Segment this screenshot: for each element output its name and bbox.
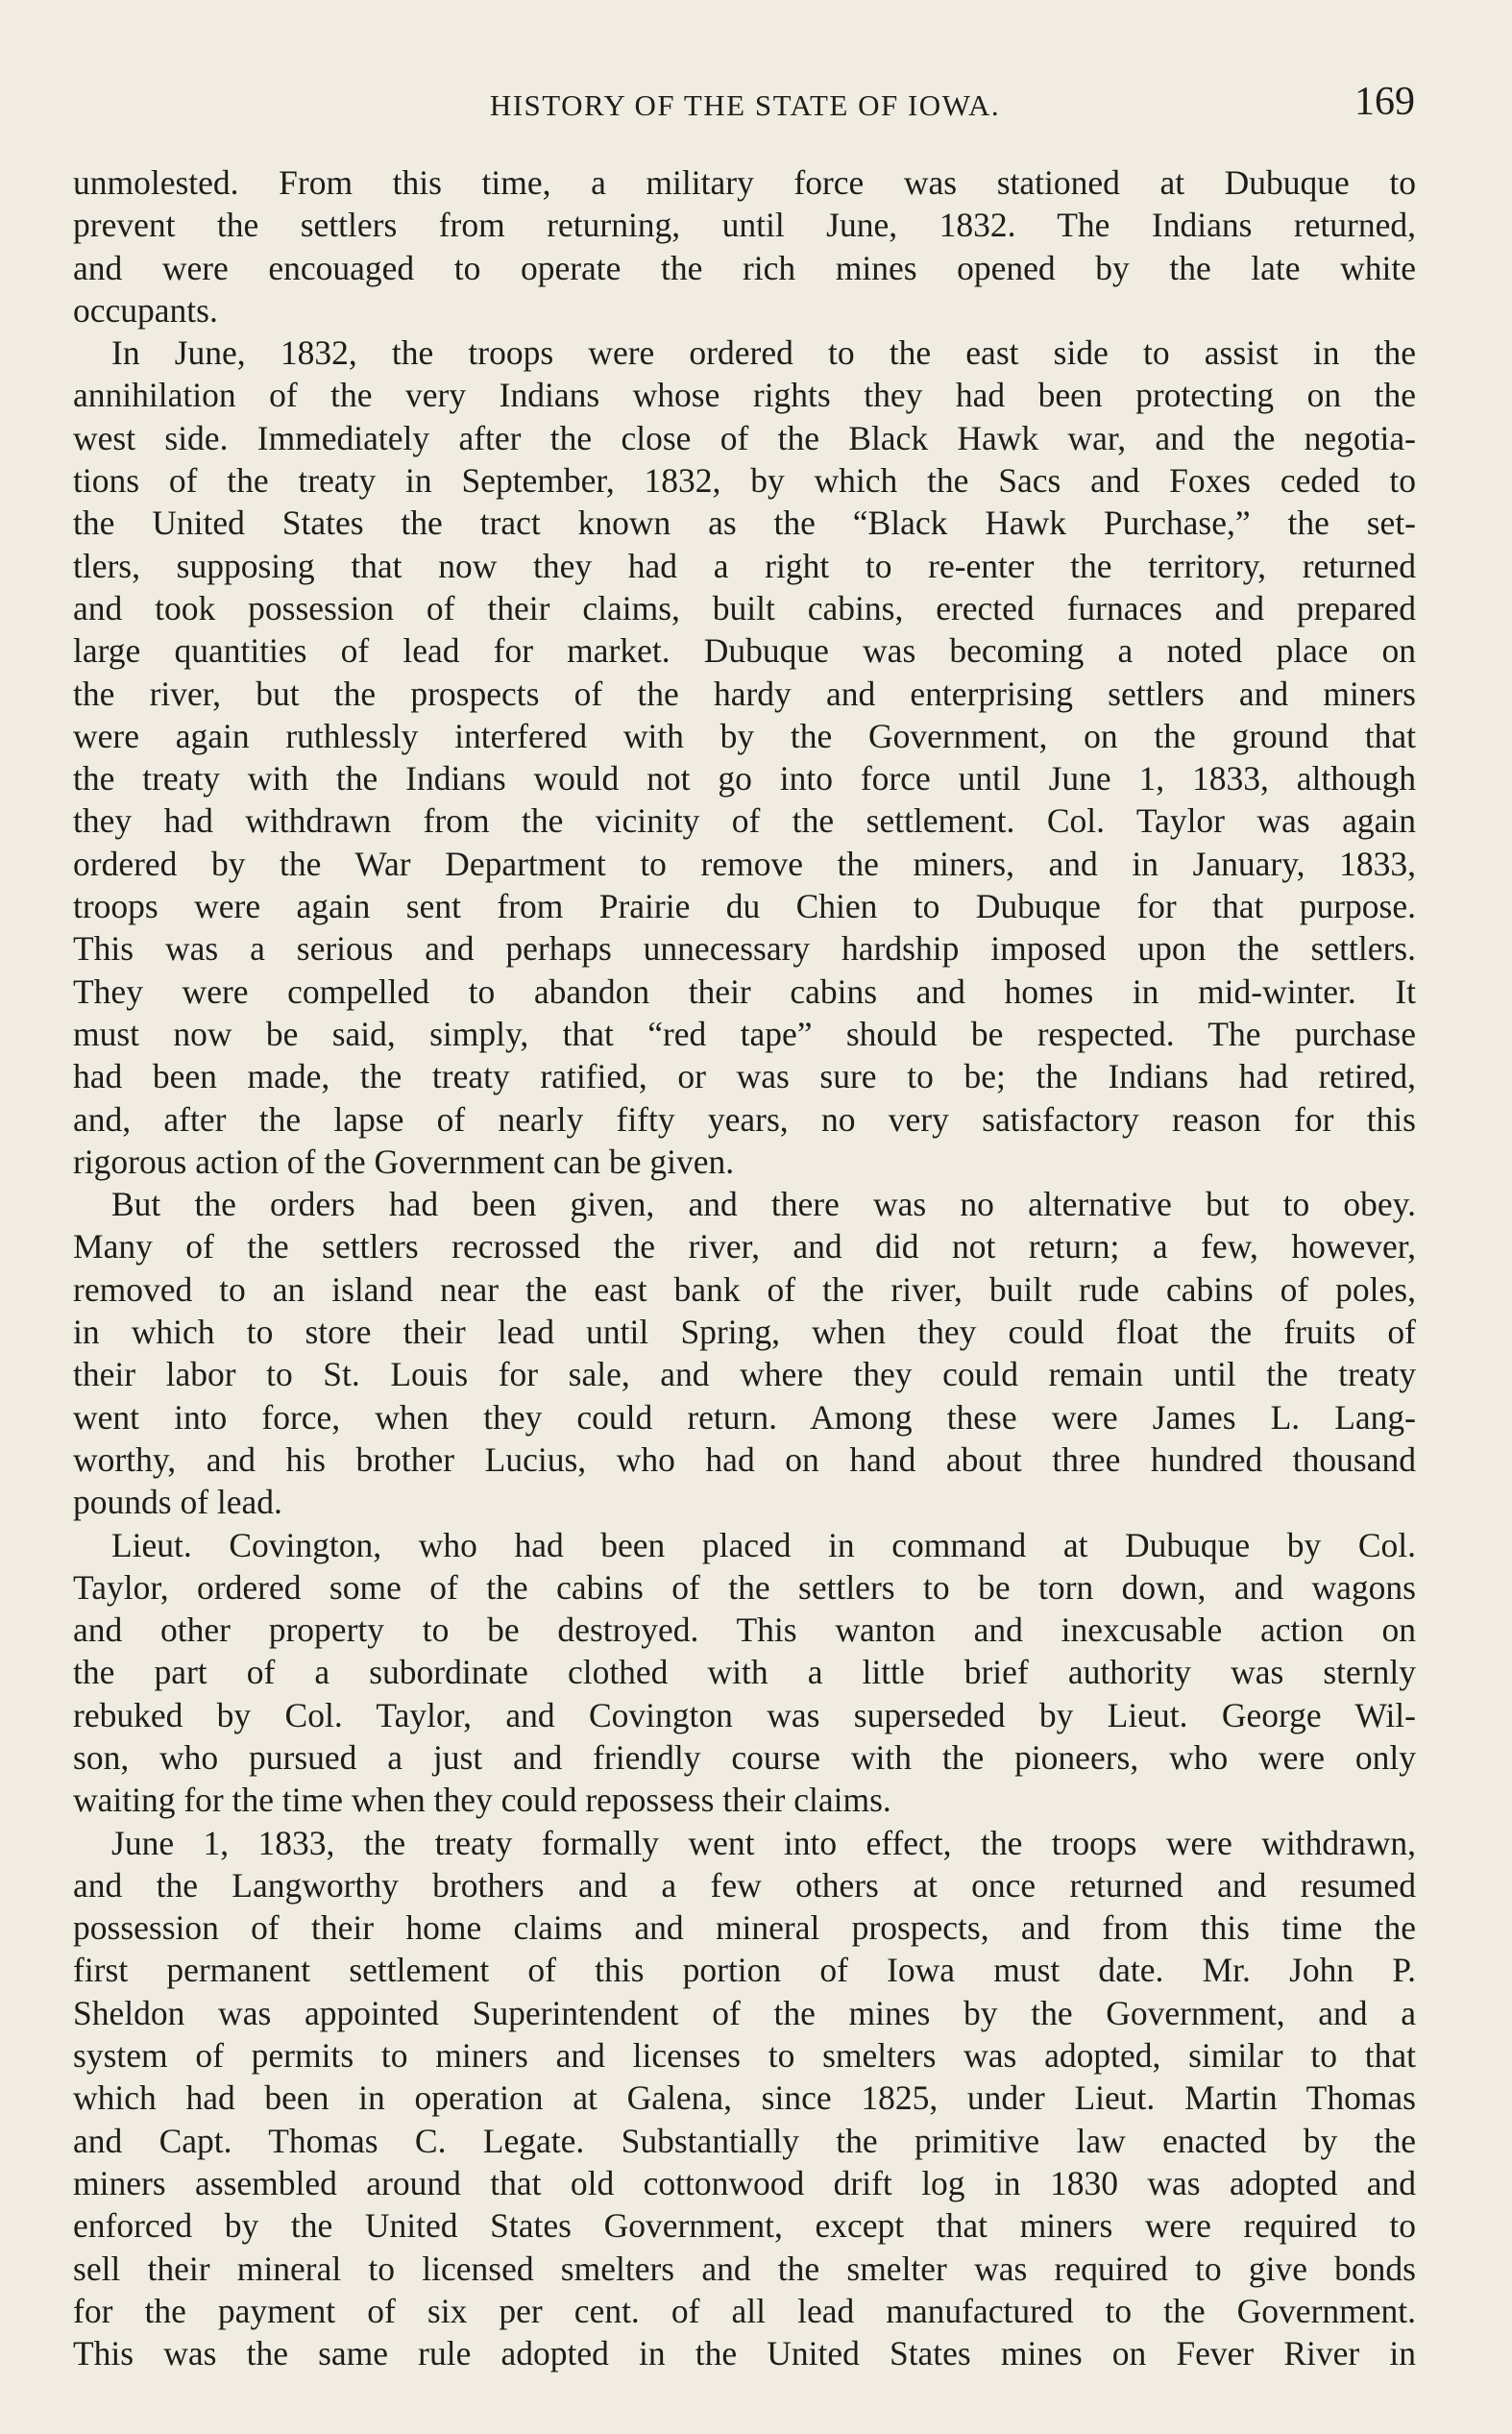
text-line: annihilation of the very Indians whose rights they had been protecting on the <box>73 376 1416 415</box>
text-line: pounds of lead. <box>73 1483 282 1522</box>
text-line: their labor to St. Louis for sale, and where they could remain until the treaty <box>73 1355 1416 1394</box>
text-line: the United States the tract known as the “Black Hawk Purchase,” the set- <box>73 504 1416 543</box>
text-line: the part of a subordinate clothed with a little brief authority was sternly <box>73 1653 1416 1692</box>
running-title: HISTORY OF THE STATE OF IOWA. <box>489 88 1001 122</box>
text-line: tlers, supposing that now they had a right to re-enter the territory, returned <box>73 546 1416 585</box>
text-line: waiting for the time when they could repossess their claims. <box>73 1781 891 1820</box>
text-line: unmolested. From this time, a military force was stationed at Dubuque to <box>73 163 1416 202</box>
text-line: prevent the settlers from returning, until June, 1832. The Indians returned, <box>73 206 1416 245</box>
text-line: removed to an island near the east bank of the river, built rude cabins of poles, <box>73 1269 1416 1309</box>
text-line: and the Langworthy brothers and a few others at once returned and resumed <box>73 1865 1416 1905</box>
page-number: 169 <box>1354 80 1415 124</box>
text-line: were again ruthlessly interfered with by the Government, on the ground that <box>73 716 1416 755</box>
text-line: west side. Immediately after the close of the Black Hawk war, and the negotia- <box>73 418 1416 457</box>
text-line: and Capt. Thomas C. Legate. Substantially the primitive law enacted by the <box>73 2121 1416 2160</box>
text-line: rebuked by Col. Taylor, and Covington was superseded by Lieut. George Wil- <box>73 1695 1416 1734</box>
text-line: occupants. <box>73 290 218 330</box>
text-line: In June, 1832, the troops were ordered to the east side to assist in the <box>111 333 1416 373</box>
text-line: went into force, when they could return. Among these were James L. Lang- <box>73 1397 1416 1437</box>
text-line: which had been in operation at Galena, since 1825, under Lieut. Martin Thomas <box>73 2078 1416 2118</box>
text-line: This was a serious and perhaps unnecessary hardship imposed upon the settlers. <box>73 929 1416 969</box>
text-line: This was the same rule adopted in the United States mines on Fever River in <box>73 2334 1416 2373</box>
text-line: for the payment of six per cent. of all lead manufactured to the Government. <box>73 2291 1416 2330</box>
text-line: Lieut. Covington, who had been placed in command at Dubuque by Col. <box>111 1525 1416 1564</box>
text-line: son, who pursued a just and friendly course with the pioneers, who were only <box>73 1737 1416 1777</box>
body-text <box>73 161 1416 2374</box>
text-line: Sheldon was appointed Superintendent of the mines by the Government, and a <box>73 1993 1416 2032</box>
text-line: the treaty with the Indians would not go into force until June 1, 1833, although <box>73 759 1416 799</box>
text-line: June 1, 1833, the treaty formally went into effect, the troops were withdrawn, <box>111 1823 1416 1862</box>
text-line: Many of the settlers recrossed the river, and did not return; a few, however, <box>73 1227 1416 1266</box>
text-line: They were compelled to abandon their cabins and homes in mid-winter. It <box>73 971 1416 1011</box>
text-line: and other property to be destroyed. This wanton and inexcusable action on <box>73 1610 1416 1650</box>
text-line: ordered by the War Department to remove the miners, and in January, 1833, <box>73 844 1416 883</box>
text-line: miners assembled around that old cottonwood drift log in 1830 was adopted and <box>73 2163 1416 2202</box>
text-line: in which to store their lead until Spring, when they could float the fruits of <box>73 1313 1416 1352</box>
text-line: they had withdrawn from the vicinity of the settlement. Col. Taylor was again <box>73 801 1416 841</box>
running-head <box>75 79 1415 136</box>
text-line: had been made, the treaty ratified, or was sure to be; the Indians had retired, <box>73 1057 1416 1096</box>
text-line: But the orders had been given, and there was no alternative but to obey. <box>111 1185 1416 1224</box>
text-line: must now be said, simply, that “red tape” should be respected. The purchase <box>73 1014 1416 1053</box>
text-line: and took possession of their claims, built cabins, erected furnaces and prepared <box>73 588 1416 627</box>
text-line: possession of their home claims and mineral prospects, and from this time the <box>73 1908 1416 1948</box>
text-line: first permanent settlement of this portion of Iowa must date. Mr. John P. <box>73 1951 1416 1990</box>
text-line: and, after the lapse of nearly fifty years, no very satisfactory reason for this <box>73 1099 1416 1139</box>
text-line: rigorous action of the Government can be given. <box>73 1142 735 1181</box>
text-line: worthy, and his brother Lucius, who had on hand about three hundred thousand <box>73 1439 1416 1479</box>
text-line: the river, but the prospects of the hardy and enterprising settlers and miners <box>73 674 1416 713</box>
text-line: and were encouaged to operate the rich mines opened by the late white <box>73 248 1416 287</box>
text-line: troops were again sent from Prairie du Chien to Dubuque for that purpose. <box>73 887 1416 926</box>
text-line: tions of the treaty in September, 1832, by which the Sacs and Foxes ceded to <box>73 461 1416 501</box>
text-line: large quantities of lead for market. Dubuque was becoming a noted place on <box>73 631 1416 671</box>
text-line: Taylor, ordered some of the cabins of the settlers to be torn down, and wagons <box>73 1567 1416 1607</box>
text-line: sell their mineral to licensed smelters and the smelter was required to give bonds <box>73 2249 1416 2288</box>
text-line: enforced by the United States Government, except that miners were required to <box>73 2206 1416 2246</box>
text-line: system of permits to miners and licenses to smelters was adopted, similar to that <box>73 2036 1416 2076</box>
